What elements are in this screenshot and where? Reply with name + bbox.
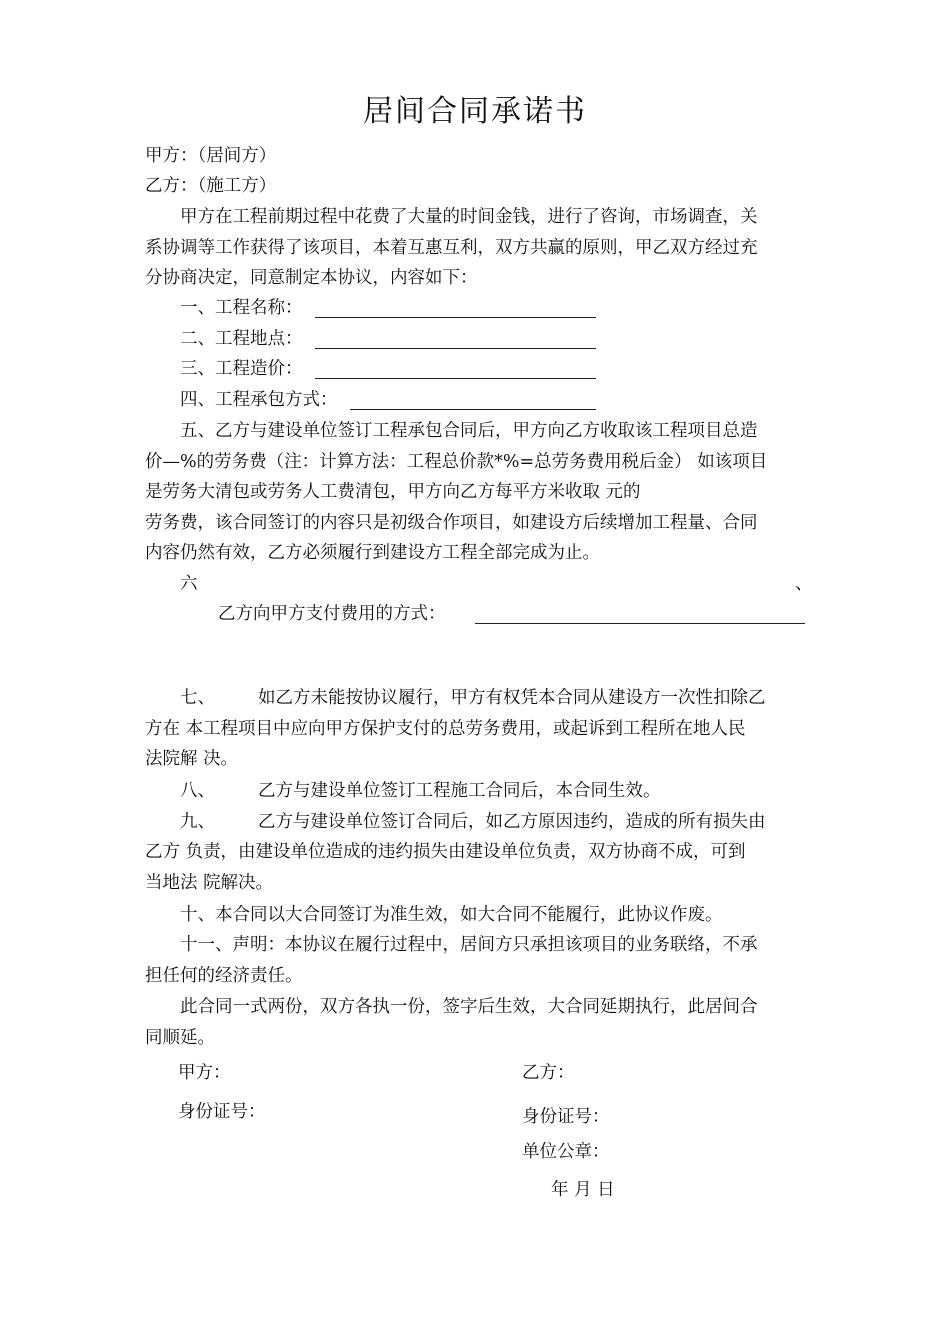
project-cost-label: 三、工程造价：	[180, 359, 303, 379]
item10-text: 十、本合同以大合同签订为准生效，如大合同不能履行，此协议作废。	[180, 905, 723, 925]
id-number-a-label: 身份证号：	[178, 1102, 266, 1122]
payment-method-label: 乙方向甲方支付费用的方式：	[218, 604, 446, 624]
id-number-b-label: 身份证号：	[522, 1107, 610, 1127]
item7-line-2: 方在 本工程项目中应向甲方保护支付的总劳务费用，或起诉到工程所在地人民	[145, 719, 746, 739]
project-location-blank[interactable]	[315, 348, 596, 349]
closing-line-1: 此合同一式两份，双方各执一份，签字后生效，大合同延期执行，此居间合	[180, 997, 758, 1017]
signature-party-a: 甲方：	[178, 1063, 231, 1083]
item9-line-2: 乙方 负责，由建设单位造成的违约损失由建设单位负责，双方协商不成，可到	[145, 842, 746, 862]
item6-mark: 、	[795, 574, 813, 594]
item6-number: 六	[180, 574, 198, 594]
contract-mode-label: 四、工程承包方式：	[180, 390, 338, 410]
item5-line-5: 内容仍然有效，乙方必须履行到建设方工程全部完成为止。	[145, 543, 600, 563]
company-seal-label: 单位公章：	[522, 1142, 610, 1162]
item11-line-1: 十一、声明：本协议在履行过程中，居间方只承担该项目的业务联络，不承	[180, 935, 758, 955]
item9-line-1: 乙方与建设单位签订合同后，如乙方原因违约，造成的所有损失由	[258, 812, 766, 832]
intro-line-3: 分协商决定，同意制定本协议，内容如下：	[145, 268, 478, 288]
payment-method-blank[interactable]	[475, 623, 805, 624]
item7-number: 七、	[180, 688, 215, 708]
contract-mode-blank[interactable]	[350, 409, 596, 410]
item9-line-3: 当地法 院解决。	[145, 873, 274, 893]
item8-number: 八、	[180, 781, 215, 801]
closing-line-2: 同顺延。	[145, 1028, 215, 1048]
item5-line-2: 价—%的劳务费（注：计算方法：工程总价款*%=总劳务费用税后金） 如该项目	[145, 452, 768, 472]
project-name-blank[interactable]	[315, 317, 596, 318]
item7-line-1: 如乙方未能按协议履行，甲方有权凭本合同从建设方一次性扣除乙	[258, 688, 766, 708]
party-a-line: 甲方：（居间方）	[145, 146, 277, 166]
project-location-label: 二、工程地点：	[180, 329, 303, 349]
party-b-line: 乙方：（施工方）	[145, 176, 277, 196]
signing-date: 年 月 日	[551, 1180, 615, 1200]
document-title: 居间合同承诺书	[363, 94, 587, 129]
item11-line-2: 担任何的经济责任。	[145, 966, 303, 986]
item5-line-4: 劳务费，该合同签订的内容只是初级合作项目，如建设方后续增加工程量、合同	[145, 513, 758, 533]
intro-line-2: 系协调等工作获得了该项目，本着互惠互利，双方共赢的原则，甲乙双方经过充	[145, 238, 758, 258]
project-name-label: 一、工程名称：	[180, 298, 303, 318]
project-cost-blank[interactable]	[315, 378, 596, 379]
signature-party-b: 乙方：	[522, 1063, 575, 1083]
item5-line-1: 五、乙方与建设单位签订工程承包合同后，甲方向乙方收取该工程项目总造	[180, 421, 758, 441]
item8-text: 乙方与建设单位签订工程施工合同后，本合同生效。	[258, 781, 661, 801]
item5-line-3: 是劳务大清包或劳务人工费清包，甲方向乙方每平方米收取 元的	[145, 482, 641, 502]
intro-line-1: 甲方在工程前期过程中花费了大量的时间金钱，进行了咨询，市场调查，关	[180, 207, 758, 227]
item9-number: 九、	[180, 812, 215, 832]
item7-line-3: 法院解 决。	[145, 749, 239, 769]
